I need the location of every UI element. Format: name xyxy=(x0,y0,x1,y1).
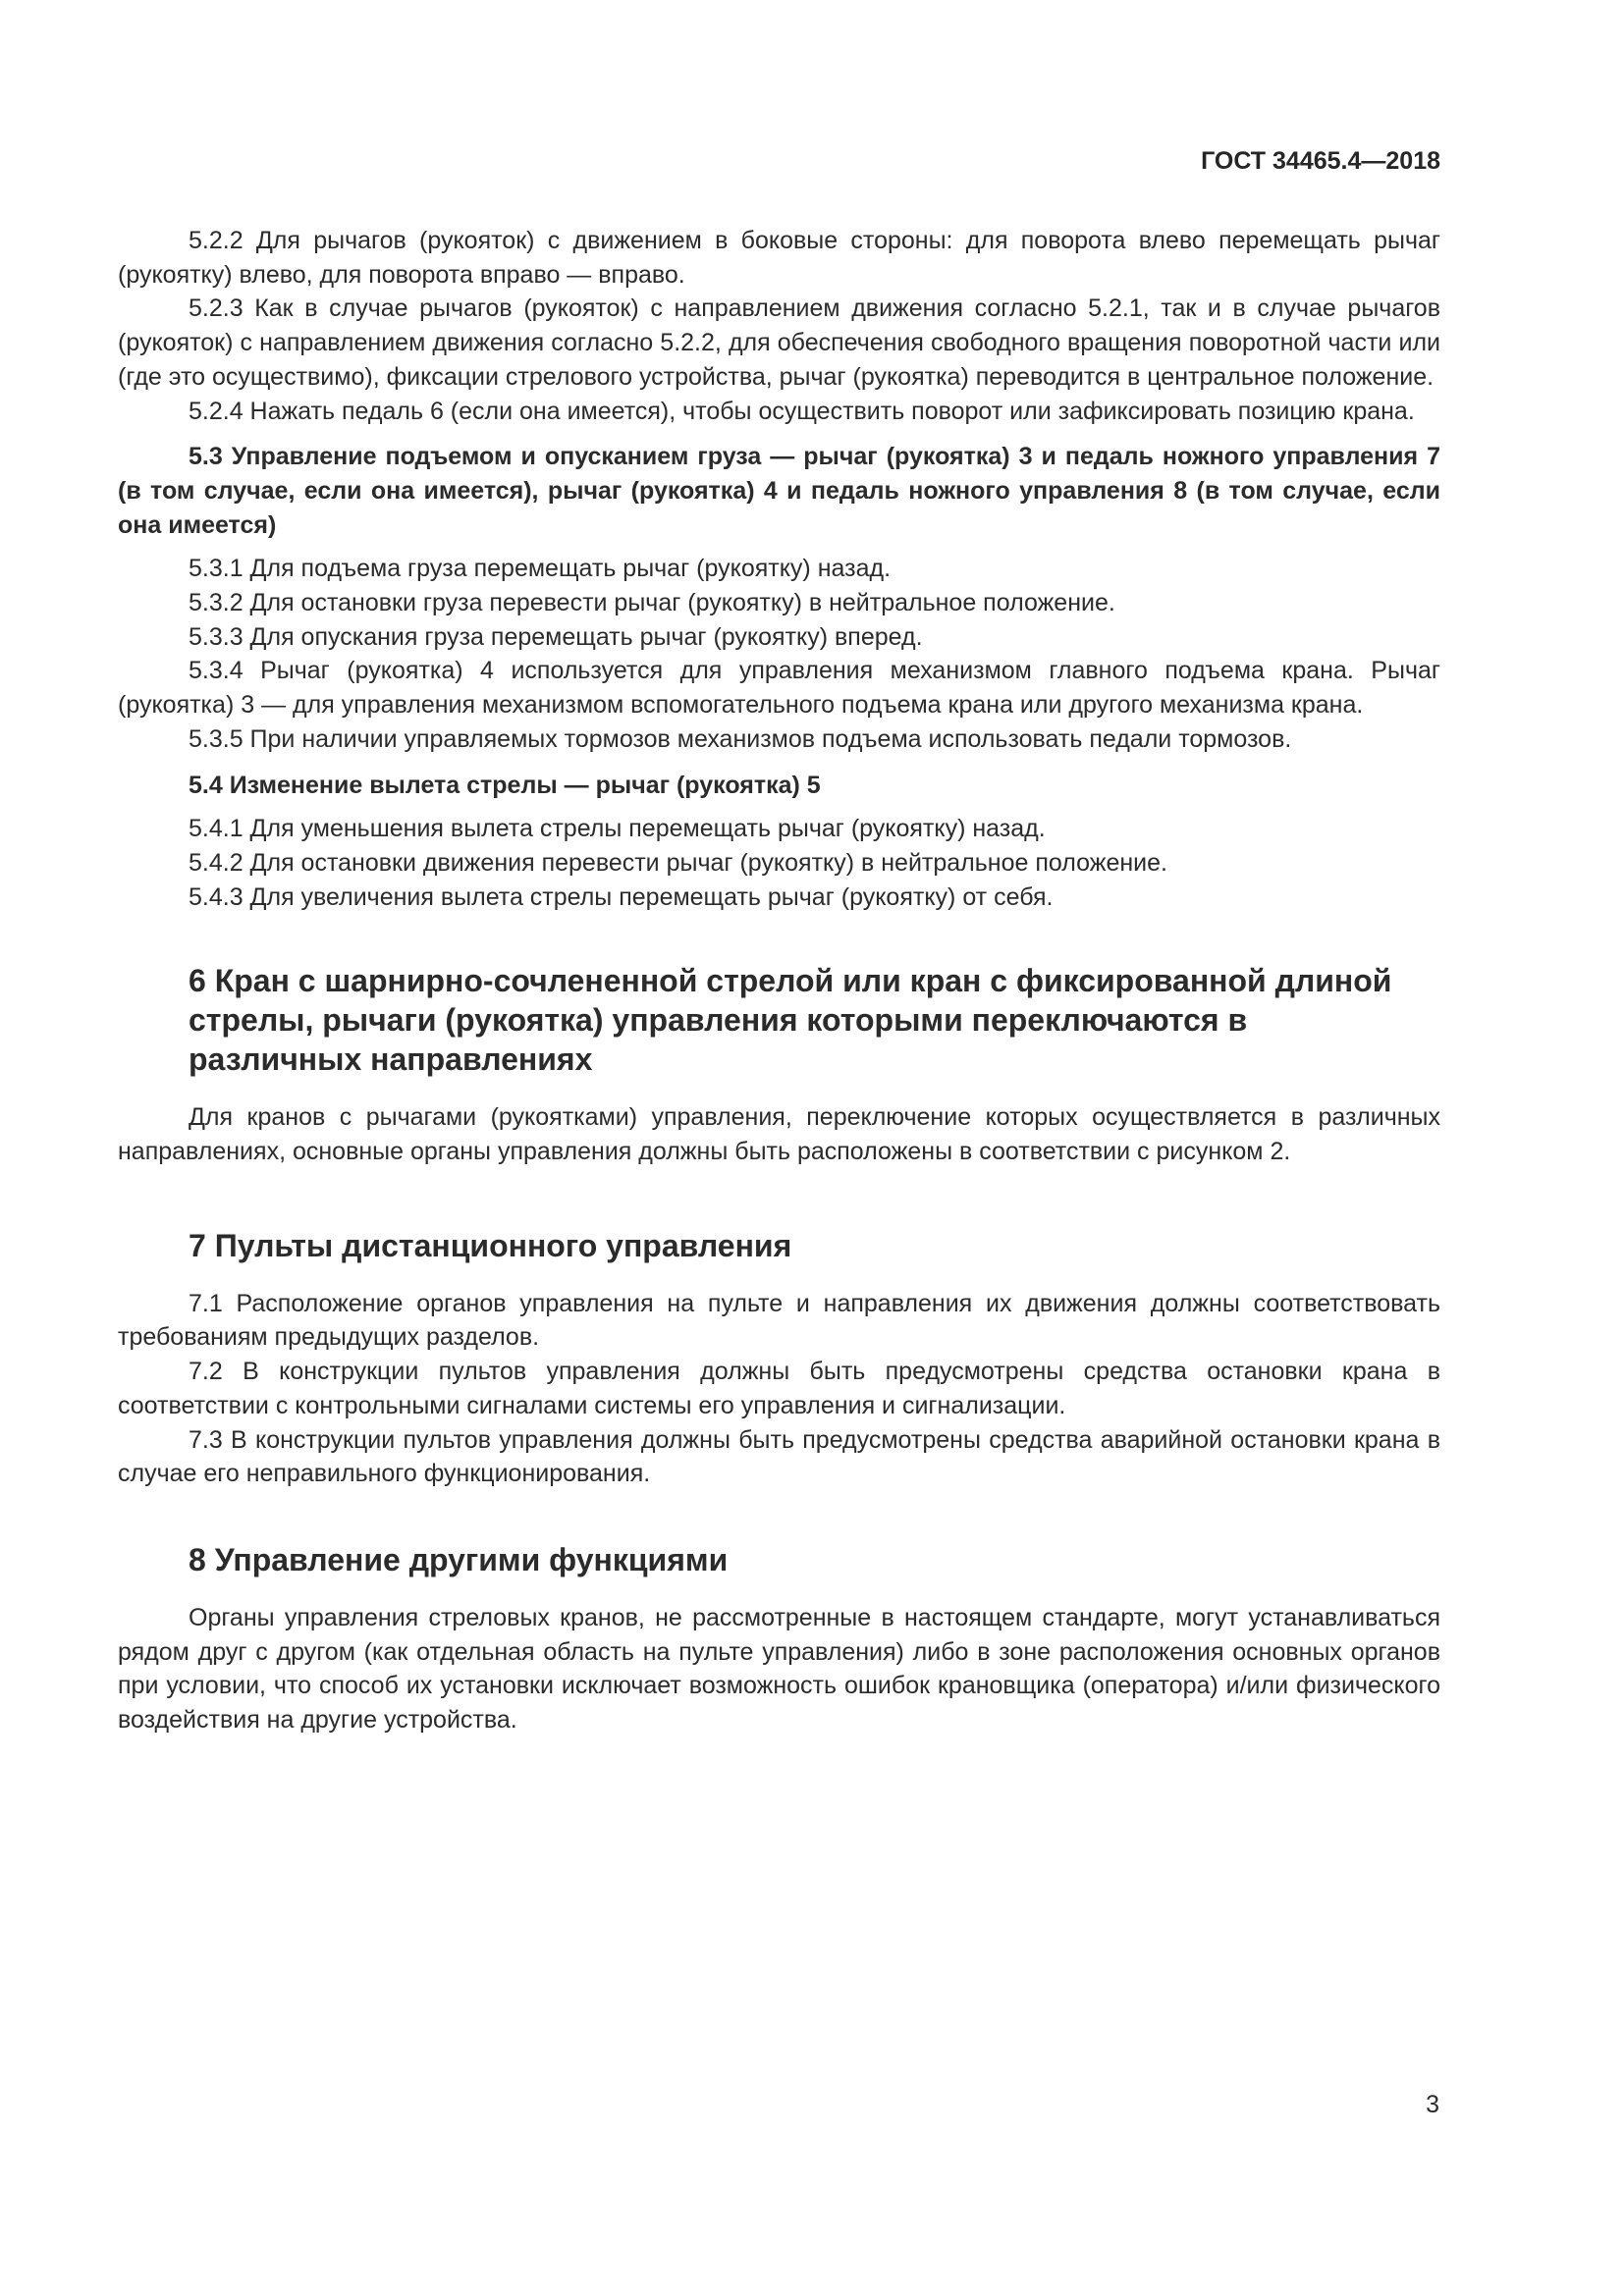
section-gap xyxy=(118,914,1440,961)
section-heading-8: 8 Управление другими функциями xyxy=(189,1541,729,1577)
clause-5-2-3: 5.2.3 Как в случае рычагов (рукояток) с направлением движения согласно 5.2.1, так и в случае рычагов (рукояток) с направлением движения согласно 5.2.2, для обеспечения свободного вращения поворотной части или (где это осуществимо), фиксации стрелового устройства, рычаг (рукоятка) переводится в центральное положение. xyxy=(118,294,1440,391)
clause-7-1: 7.1 Расположение органов управления на пульте и направления их движения должны соответствовать требованиям предыдущих разделов. xyxy=(118,1289,1440,1352)
section-8-paragraph: Органы управления стреловых кранов, не рассмотренные в настоящем стандарте, могут устанавливаться рядом друг с другом (как отдельная область на пульте управления) либо в зоне расположения основных органов при условии, что способ их установки исключает возможность ошибок крановщика (оператора) и/или физического воздействия на другие устройства. xyxy=(118,1603,1440,1735)
section-6-paragraph: Для кранов с рычагами (рукоятками) управления, переключение которых осуществляется в различных направлениях, основные органы управления должны быть расположены в соответствии с рисунком 2. xyxy=(118,1103,1440,1166)
clause-5-4-1: 5.4.1 Для уменьшения вылета стрелы перемещать рычаг (рукоятку) назад. xyxy=(189,815,1046,843)
page-number: 3 xyxy=(1426,2091,1439,2118)
document-code: ГОСТ 34465.4—2018 xyxy=(1201,147,1440,175)
subsection-heading-5-4: 5.4 Изменение вылета стрелы — рычаг (рукоятка) 5 xyxy=(189,771,821,799)
section-gap xyxy=(118,1491,1440,1540)
clause-5-4-2: 5.4.2 Для остановки движения перевести рычаг (рукоятку) в нейтральное положение. xyxy=(189,848,1167,877)
section-heading-6: 6 Кран с шарнирно-сочлененной стрелой или кран с фиксированной длиной стрелы, рычаги (рукоятка) управления которыми переключаются в различных направлениях xyxy=(189,963,1392,1078)
document-body xyxy=(118,224,1440,1737)
section-gap xyxy=(118,1169,1440,1226)
clause-5-2-2: 5.2.2 Для рычагов (рукояток) с движением в боковые стороны: для поворота влево перемещать рычаг (рукоятку) влево, для поворота вправо — вправо. xyxy=(118,227,1440,289)
clause-5-2-4: 5.2.4 Нажать педаль 6 (если она имеется), чтобы осуществить поворот или зафиксировать позицию крана. xyxy=(189,397,1415,425)
clause-5-3-5: 5.3.5 При наличии управляемых тормозов механизмов подъема использовать педали тормозов. xyxy=(189,724,1292,753)
clause-7-2: 7.2 В конструкции пультов управления должны быть предусмотрены средства остановки крана в соответствии с контрольными сигналами системы его управления и сигнализации. xyxy=(118,1358,1440,1419)
clause-5-3-1: 5.3.1 Для подъема груза перемещать рычаг (рукоятку) назад. xyxy=(189,555,892,583)
clause-7-3: 7.3 В конструкции пультов управления должны быть предусмотрены средства аварийной остановки крана в случае его неправильного функционирования. xyxy=(118,1425,1440,1488)
clause-5-3-2: 5.3.2 Для остановки груза перевести рычаг (рукоятку) в нейтральное положение. xyxy=(189,589,1115,617)
section-heading-7: 7 Пульты дистанционного управления xyxy=(189,1227,792,1263)
clause-5-4-3: 5.4.3 Для увеличения вылета стрелы перемещать рычаг (рукоятку) от себя. xyxy=(189,882,1054,911)
clause-5-3-3: 5.3.3 Для опускания груза перемещать рычаг (рукоятку) вперед. xyxy=(189,622,923,651)
subsection-heading-5-3: 5.3 Управление подъемом и опусканием груза — рычаг (рукоятка) 3 и педаль ножного управления 7 (в том случае, если она имеется), рычаг (рукоятка) 4 и педаль ножного управления 8 (в том случае, если она имеется) xyxy=(118,443,1440,539)
clause-5-3-4: 5.3.4 Рычаг (рукоятка) 4 используется для управления механизмом главного подъема крана. Рычаг (рукоятка) 3 — для управления механизмом вспомогательного подъема крана или другого механизма крана. xyxy=(118,657,1440,720)
